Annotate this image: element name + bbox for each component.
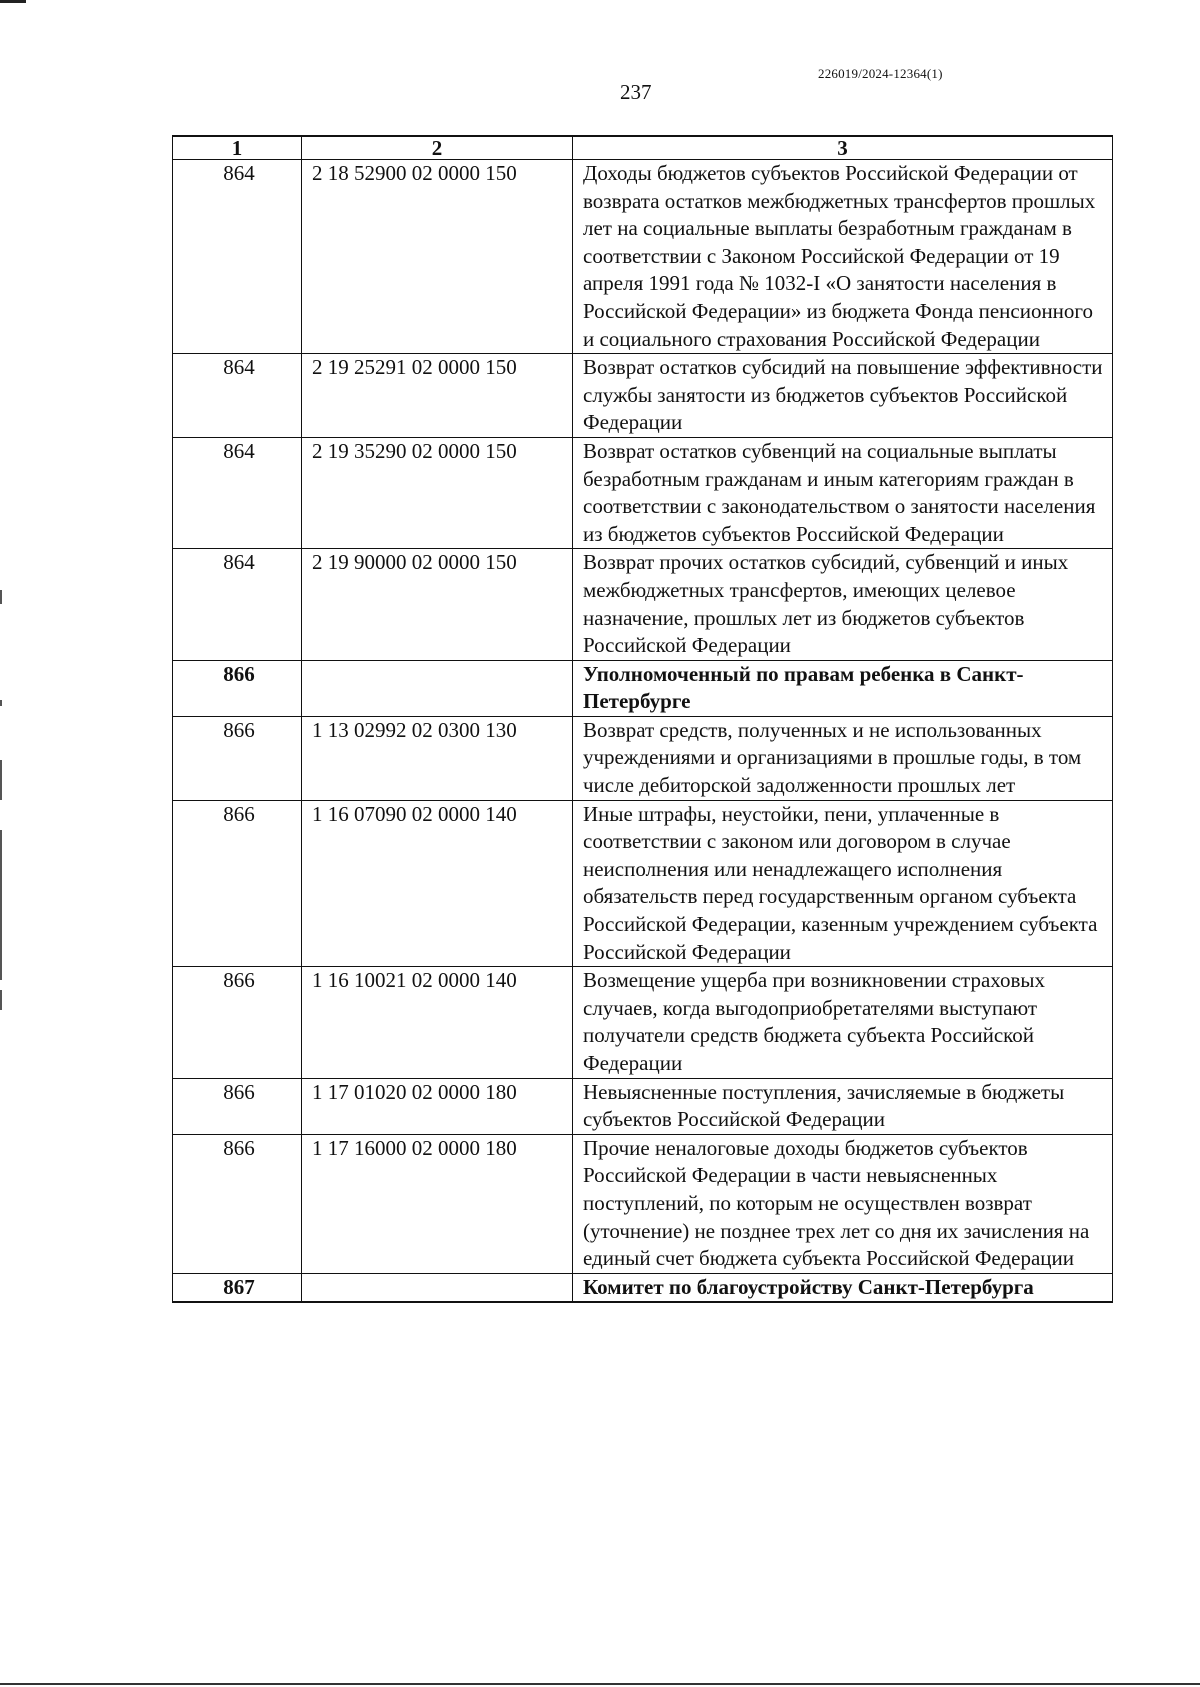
scan-margin-mark [0,700,2,706]
table-row [173,967,1113,1078]
scan-margin-mark [0,990,2,1010]
scan-margin-mark [0,590,2,604]
budget-classification-code-cell: 1 17 01020 02 0000 180 [302,1078,573,1134]
admin-code-cell: 866 [173,800,302,967]
budget-classification-code-cell: 2 19 25291 02 0000 150 [302,354,573,438]
table-row [173,549,1113,660]
admin-code-cell: 864 [173,437,302,548]
admin-code-cell: 866 [173,967,302,1078]
table-row [173,716,1113,800]
description-cell: Возврат остатков субсидий на повышение эффективности службы занятости из бюджетов субъектов Российской Федерации [573,354,1113,438]
table-header-row [173,136,1113,160]
description-cell: Возмещение ущерба при возникновении страховых случаев, когда выгодоприобретателями выступают получатели средств бюджета субъекта Российской Федерации [573,967,1113,1078]
column-header-2: 2 [302,136,573,160]
budget-classification-code-cell: 2 19 35290 02 0000 150 [302,437,573,548]
budget-classification-code-cell: 2 19 90000 02 0000 150 [302,549,573,660]
scan-bottom-edge [0,1683,1200,1685]
admin-code-cell: 866 [173,716,302,800]
table-row [173,660,1113,716]
admin-code-cell: 866 [173,1134,302,1273]
scan-margin-mark [0,760,2,800]
admin-code-cell: 864 [173,160,302,354]
column-header-1: 1 [173,136,302,160]
budget-codes-table [172,135,1113,1303]
description-cell: Доходы бюджетов субъектов Российской Федерации от возврата остатков межбюджетных трансфертов прошлых лет на социальные выплаты безработным гражданам в соответствии с Законом Российской Федерации от 19 апреля 1991 года № 1032-I «О занятости населения в Российской Федерации» из бюджета Фонда пенсионного и социального страхования Российской Федерации [573,160,1113,354]
budget-classification-code-cell: 1 13 02992 02 0300 130 [302,716,573,800]
scan-margin-mark [0,830,2,980]
budget-classification-code-cell: 1 16 10021 02 0000 140 [302,967,573,1078]
admin-code-cell: 864 [173,549,302,660]
budget-classification-code-cell [302,1273,573,1302]
page-number: 237 [620,80,652,104]
table-body [173,160,1113,1303]
admin-code-cell: 867 [173,1273,302,1302]
description-cell: Невыясненные поступления, зачисляемые в бюджеты субъектов Российской Федерации [573,1078,1113,1134]
budget-classification-code-cell [302,660,573,716]
document-registration-number: 226019/2024-12364(1) [818,66,943,81]
scan-edge-mark [0,0,26,3]
description-cell: Возврат прочих остатков субсидий, субвенций и иных межбюджетных трансфертов, имеющих целевое назначение, прошлых лет из бюджетов субъектов Российской Федерации [573,549,1113,660]
table-row [173,437,1113,548]
table-row [173,1273,1113,1302]
admin-code-cell: 866 [173,1078,302,1134]
column-header-3: 3 [573,136,1113,160]
description-cell: Уполномоченный по правам ребенка в Санкт-Петербурге [573,660,1113,716]
table-row [173,800,1113,967]
description-cell: Возврат остатков субвенций на социальные выплаты безработным гражданам и иным категориям граждан в соответствии с законодательством о занятости населения из бюджетов субъектов Российской Федерации [573,437,1113,548]
description-cell: Возврат средств, полученных и не использованных учреждениями и организациями в прошлые годы, в том числе дебиторской задолженности прошлых лет [573,716,1113,800]
admin-code-cell: 864 [173,354,302,438]
description-cell: Прочие неналоговые доходы бюджетов субъектов Российской Федерации в части невыясненных поступлений, по которым не осуществлен возврат (уточнение) не позднее трех лет со дня их зачисления на единый счет бюджета субъекта Российской Федерации [573,1134,1113,1273]
table-row [173,160,1113,354]
table-row [173,1134,1113,1273]
budget-classification-code-cell: 1 17 16000 02 0000 180 [302,1134,573,1273]
table-row [173,1078,1113,1134]
budget-classification-code-cell: 1 16 07090 02 0000 140 [302,800,573,967]
description-cell: Комитет по благоустройству Санкт-Петербурга [573,1273,1113,1302]
description-cell: Иные штрафы, неустойки, пени, уплаченные в соответствии с законом или договором в случае неисполнения или ненадлежащего исполнения обязательств перед государственным органом субъекта Российской Федерации, казенным учреждением субъекта Российской Федерации [573,800,1113,967]
admin-code-cell: 866 [173,660,302,716]
table-row [173,354,1113,438]
budget-classification-code-cell: 2 18 52900 02 0000 150 [302,160,573,354]
